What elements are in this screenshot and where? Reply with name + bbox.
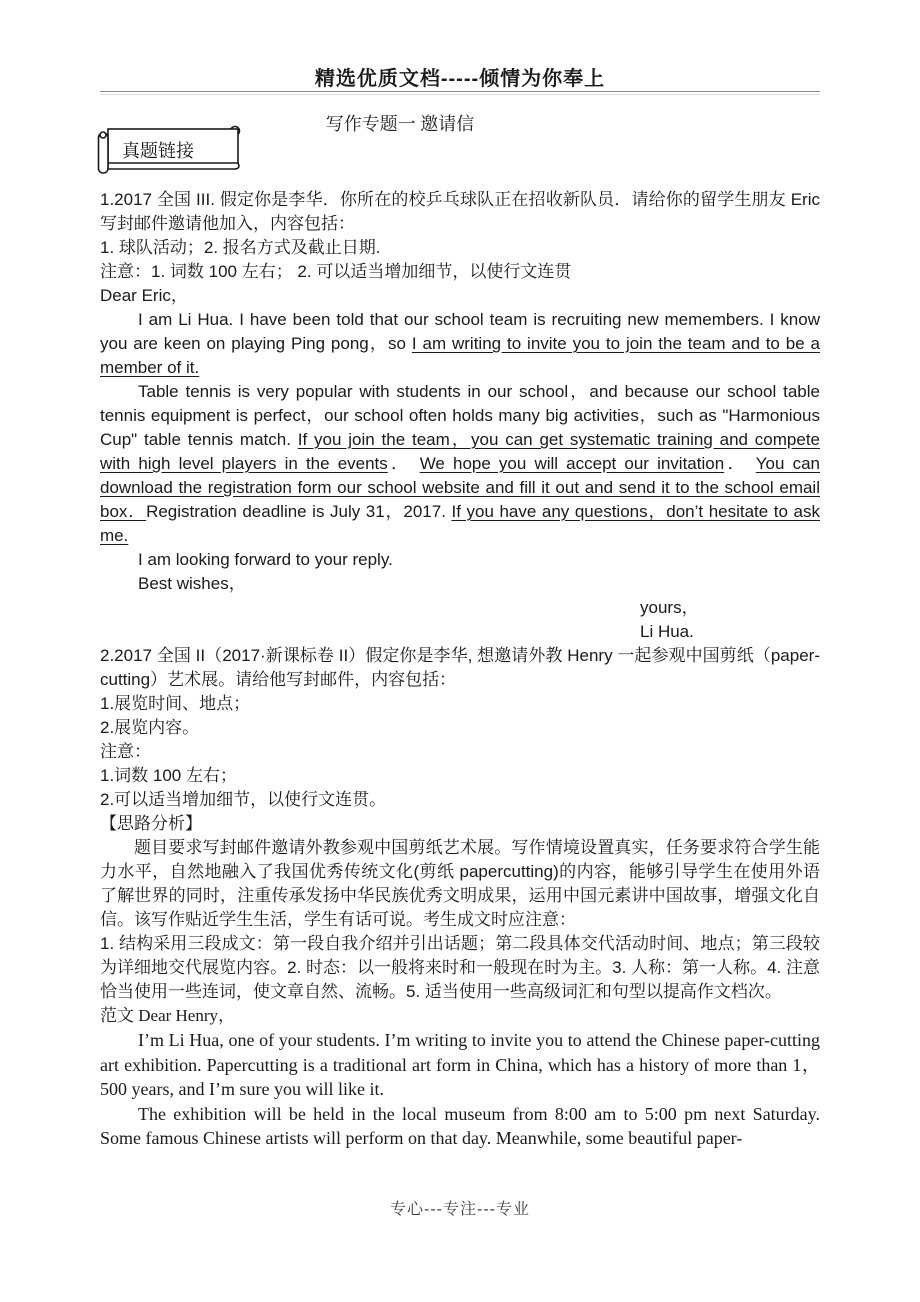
q1-points: 1. 球队活动；2. 报名方式及截止日期.	[100, 238, 381, 257]
q2-note-2: 2.可以适当增加细节，以使行文连贯。	[100, 790, 387, 809]
q2-notes-label: 注意：	[100, 742, 151, 761]
model-essay-label: 范文 Dear Henry，	[100, 1006, 236, 1025]
badge-label: 真题链接	[122, 141, 194, 161]
q2-point-2: 2.展览内容。	[100, 718, 200, 737]
q1-notes: 注意：1. 词数 100 左右； 2. 可以适当增加细节，以使行文连贯	[100, 262, 572, 281]
model-essay-paragraph-2: The exhibition will be held in the local museum from 8:00 am to 5:00 pm next Saturday. Some famous Chinese artists will perform on that day. Meanwhile, some beautiful paper-	[100, 1103, 820, 1148]
q2-prompt: 2.2017 全国 II（2017·新课标卷 II）假定你是李华, 想邀请外教 Henry 一起参观中国剪纸（paper-cutting）艺术展。请给他写封邮件，内容包括：	[100, 646, 820, 689]
header-divider	[100, 91, 820, 95]
document-body	[100, 188, 820, 1151]
q1-prompt: 1.2017 全国 III. 假定你是李华．你所在的校乒乓球队正在招收新队员．请给你的留学生朋友 Eric 写封邮件邀请他加入，内容包括：	[100, 190, 820, 233]
letter1-closing: I am looking forward to your reply.	[138, 550, 393, 569]
letter1-paragraph-1: I am Li Hua. I have been told that our school team is recruiting new memembers. I know you are keen on playing Ping pong，so I am writing to invite you to join the team and to be a member of it.	[100, 310, 821, 377]
document-title: 写作专题一 邀请信	[325, 114, 475, 134]
letter1-salutation: Dear Eric，	[100, 286, 188, 305]
letter1-best-wishes: Best wishes，	[138, 574, 246, 593]
page-header: 精选优质文档-----倾情为你奉上	[314, 68, 606, 90]
analysis-paragraph-1: 题目要求写封邮件邀请外教参观中国剪纸艺术展。写作情境设置真实，任务要求符合学生能力水平，自然地融入了我国优秀传统文化(剪纸 papercutting)的内容，能够引导学生在使用外语了解世界的同时，注重传承发扬中华民族优秀文明成果，运用中国元素讲中国故事，增强文化自信。该写作贴近学生生活，学生有话可说。考生成文时应注意：	[100, 838, 820, 929]
page-footer: 专心---专注---专业	[390, 1201, 530, 1218]
analysis-paragraph-2: 1. 结构采用三段成文：第一段自我介绍并引出话题；第二段具体交代活动时间、地点；第三段较为详细地交代展览内容。2. 时态：以一般将来时和一般现在时为主。3. 人称：第一人称。4. 注意恰当使用一些连词，使文章自然、流畅。5. 适当使用一些高级词汇和句型以提高作文档次。	[100, 934, 820, 1001]
letter1-signature: Li Hua.	[640, 622, 694, 641]
q2-note-1: 1.词数 100 左右；	[100, 766, 237, 785]
scroll-badge	[96, 120, 248, 176]
letter1-signoff: yours，	[640, 598, 699, 617]
letter1-paragraph-2: Table tennis is very popular with students in our school，and because our school table tennis equipment is perfect，our school often holds many big activities，such as "Harmonious Cup" table tennis match. If you join the team，you can get systematic training and compete with high level players in the events． We hope you will accept our invitation． You can download the registration form our school website and fill it out and send it to the school email box．Registration deadline is July 31，2017. If you have any questions，don’t hesitate to ask me.	[100, 382, 821, 545]
model-essay-paragraph-1: I’m Li Hua, one of your students. I’m writing to invite you to attend the Chinese paper-cutting art exhibition. Papercutting is a traditional art form in China, which has a history of more than 1，500 years, and I’m sure you will like it.	[100, 1030, 820, 1099]
analysis-title: 【思路分析】	[100, 814, 202, 833]
q2-point-1: 1.展览时间、地点；	[100, 694, 251, 713]
